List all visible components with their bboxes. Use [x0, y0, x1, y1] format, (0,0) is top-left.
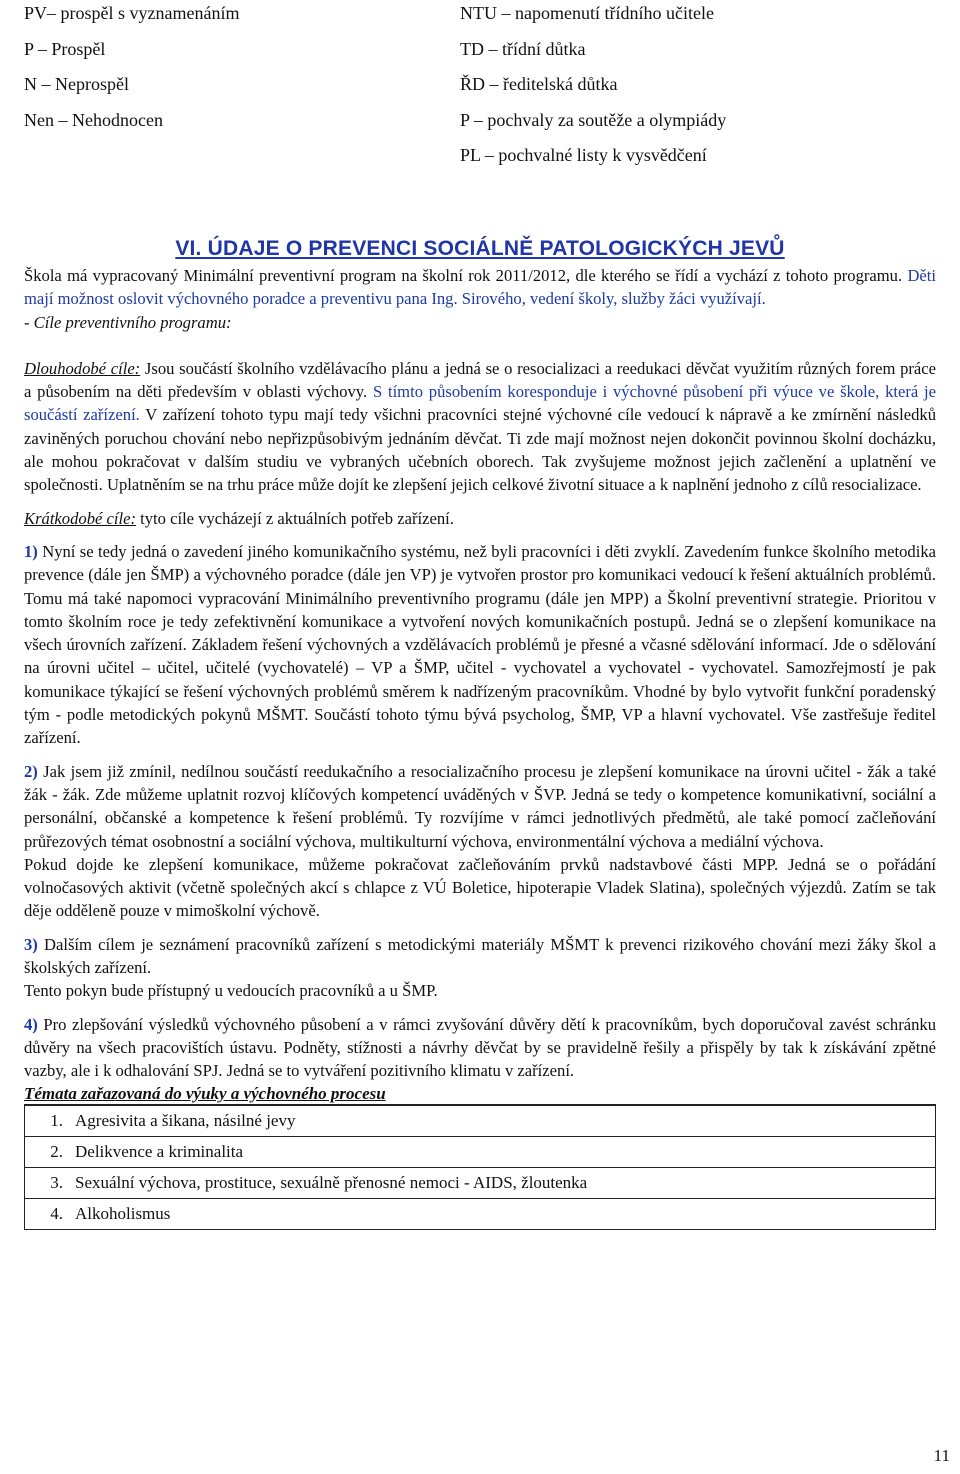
- legend-item: TD – třídní důtka: [460, 38, 586, 59]
- spacer: [24, 923, 936, 933]
- long-term-text-highlight: S tímto působením koresponduje i výchovné působení při výuce ve škole, která je součástí zařízení.: [24, 382, 936, 425]
- table-row: [25, 1136, 936, 1167]
- spacer: [24, 497, 936, 507]
- legend-item: PV– prospěl s vyznamenáním: [24, 3, 240, 23]
- section-body: [24, 264, 936, 1230]
- topic-number: 3.: [50, 1172, 63, 1192]
- goal-item-text: Pro zlepšování výsledků výchovného působení a v rámci zvyšování důvěry dětí k pracovníkům, bych doporučoval zavést schránku důvěry na všech pracovištích ústavu. Podněty, stížnosti a návrhy děvčat by se pravidelně řešily a přispěly by tak k získávání zpětné vazby, ale i k odhalování SPJ. Jedná se to vytváření pozitivního klimatu v zařízení.: [24, 1014, 936, 1081]
- goal-item-number: 2): [24, 761, 38, 781]
- topic-text: Agresivita a šikana, násilné jevy: [75, 1110, 296, 1130]
- topic-text: Sexuální výchova, prostituce, sexuálně přenosné nemoci - AIDS, žloutenka: [75, 1172, 588, 1192]
- short-term-label: Krátkodobé cíle:: [24, 508, 136, 528]
- legend-item: PL – pochvalné listy k vysvědčení: [460, 145, 707, 165]
- legend-item: P – pochvaly za soutěže a olympiády: [460, 109, 727, 130]
- section-heading: VI. ÚDAJE O PREVENCI SOCIÁLNĚ PATOLOGICKÝCH JEVŮ: [175, 237, 785, 260]
- long-term-goals-paragraph: [24, 357, 936, 497]
- table-row: [25, 1198, 936, 1229]
- goal-item-3-continuation: Tento pokyn bude přístupný u vedoucích pracovníků a u ŠMP.: [24, 981, 438, 1001]
- goal-item-text: Jak jsem již zmínil, nedílnou součástí reedukačního a resocializačního procesu je zlepšení komunikace na úrovni učitel - žák a také žák - žák. Zde můžeme uplatnit rozvoj klíčových kompetencí uváděných v ŠVP. Jedná se tedy o kompetence komunikativní, sociální a personální, občanské a kompetence k řešení problémů. Ty rozvíjíme v rámci jednotlivých předmětů, ale také pomocí začleňování průřezových témat osobnostní a sociální výchova, multikulturní výchova, environmentální výchova a mediální výchova.: [24, 761, 936, 851]
- topic-number: 1.: [50, 1110, 63, 1130]
- long-term-text-rest: V zařízení tohoto typu mají tedy všichni pracovníci stejné výchovné cíle vedoucí k nápravě a ke zmírnění následků zaviněných poruchou chování nebo nepřizpůsobivým jednáním děvčat. Ti zde mají možnost nejen dokončit povinnou školní docházku, ale mohou pokračovat v dalším studiu ve vybraných učebních oborech. Tak zvyšujeme možnost jejich začlenění a uplatnění ve společnosti. Uplatněním se na trhu práce může dojít ke zlepšení jejich celkové životní situace a k naplnění jednoho z cílů resocializace.: [24, 405, 936, 495]
- legend-item: P – Prospěl: [24, 38, 106, 59]
- intro-text-highlight: Děti mají možnost oslovit výchovného poradce a preventivu pana Ing. Sirového, vedení školy, služby žáci využívají.: [24, 266, 937, 309]
- spacer: [24, 750, 936, 760]
- table-cell: [25, 1136, 936, 1167]
- topic-number: 4.: [50, 1203, 63, 1223]
- table-cell: [25, 1198, 936, 1229]
- legend-item: ŘD – ředitelská důtka: [460, 74, 618, 94]
- topic-text: Alkoholismus: [75, 1203, 171, 1223]
- goal-item-2: [24, 760, 936, 853]
- spacer: [24, 334, 936, 357]
- goal-item-number: 1): [24, 541, 38, 561]
- topic-text: Delikvence a kriminalita: [75, 1141, 244, 1161]
- goal-item-text: Nyní se tedy jedná o zavedení jiného komunikačního systému, než byli pracovníci i děti zvyklí. Zavedením funkce školního metodika prevence (dále jen ŠMP) a výchovného poradce (dále jen VP) je vytvořen prostor pro komunikaci vedoucí k řešení aktuálních problémů. Tomu má také napomoci vypracování Minimálního preventivního programu (dále jen MPP) a Školní preventivní strategie. Prioritou v tomto školním roce je tedy zefektivnění komunikace a vytvoření nových komunikačních postupů. Jedná se o zlepšení komunikace na všech úrovních zařízení. Základem řešení výchovných a vzdělávacích problémů je přesné a včasné sdělování informací. Jde o sdělování na úrovni učitel – učitel, učitelé (vychovatelé) – VP a ŠMP, učitel - vychovatel a vychovatel - vychovatel. Samozřejmostí je pak komunikace týkající se řešení výchovných problémů směrem k nadřízeným pracovníkům. Vhodné by bylo vytvořit funkční poradenský tým - podle metodických pokynů MŠMT. Součástí tohoto týmu bývá psycholog, ŠMP, VP a hlavní vychovatel. Vše zastřešuje ředitel zařízení.: [24, 541, 936, 748]
- table-cell: [25, 1167, 936, 1198]
- short-term-goals-paragraph: [24, 507, 936, 530]
- legend-item: Nen – Nehodnocen: [24, 109, 163, 130]
- table-row: [25, 1105, 936, 1137]
- goal-item-text: Dalším cílem je seznámení pracovníků zařízení s metodickými materiály MŠMT k prevenci rizikového chování mezi žáky škol a školských zařízení.: [24, 934, 936, 978]
- spacer: [24, 530, 936, 540]
- legend-column-right: [460, 0, 726, 180]
- spacer: [24, 1003, 936, 1013]
- topics-table: [24, 1104, 936, 1230]
- page-number: 11: [933, 1446, 950, 1465]
- goal-item-4: [24, 1013, 936, 1083]
- long-term-label: Dlouhodobé cíle:: [24, 358, 141, 378]
- intro-text: Škola má vypracovaný Minimální preventivní program na školní rok 2011/2012, dle kterého se řídí a vychází z tohoto programu.: [24, 266, 903, 285]
- goals-heading: - Cíle preventivního programu:: [24, 312, 232, 332]
- intro-paragraph: [24, 264, 936, 311]
- legend-column-left: [24, 0, 239, 144]
- topic-number: 2.: [50, 1141, 63, 1161]
- long-term-text: Jsou součástí školního vzdělávacího plánu a jedná se o resocializaci a reedukaci děvčat využitím různých forem práce a působením na děti především v oblasti výchovy.: [24, 358, 936, 402]
- table-row: [25, 1167, 936, 1198]
- legend-item: N – Neprospěl: [24, 74, 129, 94]
- short-term-text: tyto cíle vycházejí z aktuálních potřeb zařízení.: [135, 508, 454, 528]
- goal-item-number: 3): [24, 934, 38, 954]
- goal-item-1: [24, 540, 936, 750]
- table-cell: [25, 1105, 936, 1137]
- topics-heading: Témata zařazovaná do výuky a výchovného procesu: [24, 1083, 386, 1103]
- goal-item-3: [24, 933, 936, 980]
- goal-item-number: 4): [24, 1014, 38, 1034]
- goal-item-2-continuation: Pokud dojde ke zlepšení komunikace, můžeme pokračovat začleňováním prvků nadstavbové části MPP. Jedná se o pořádání volnočasových aktivit (včetně společných akcí s chlapce z VÚ Boletice, hipoterapie Vladek Slatina), společných výjezdů. Zatím se tak děje odděleně pouze v mimoškolní výchově.: [24, 854, 936, 921]
- legend-item: NTU – napomenutí třídního učitele: [460, 3, 714, 23]
